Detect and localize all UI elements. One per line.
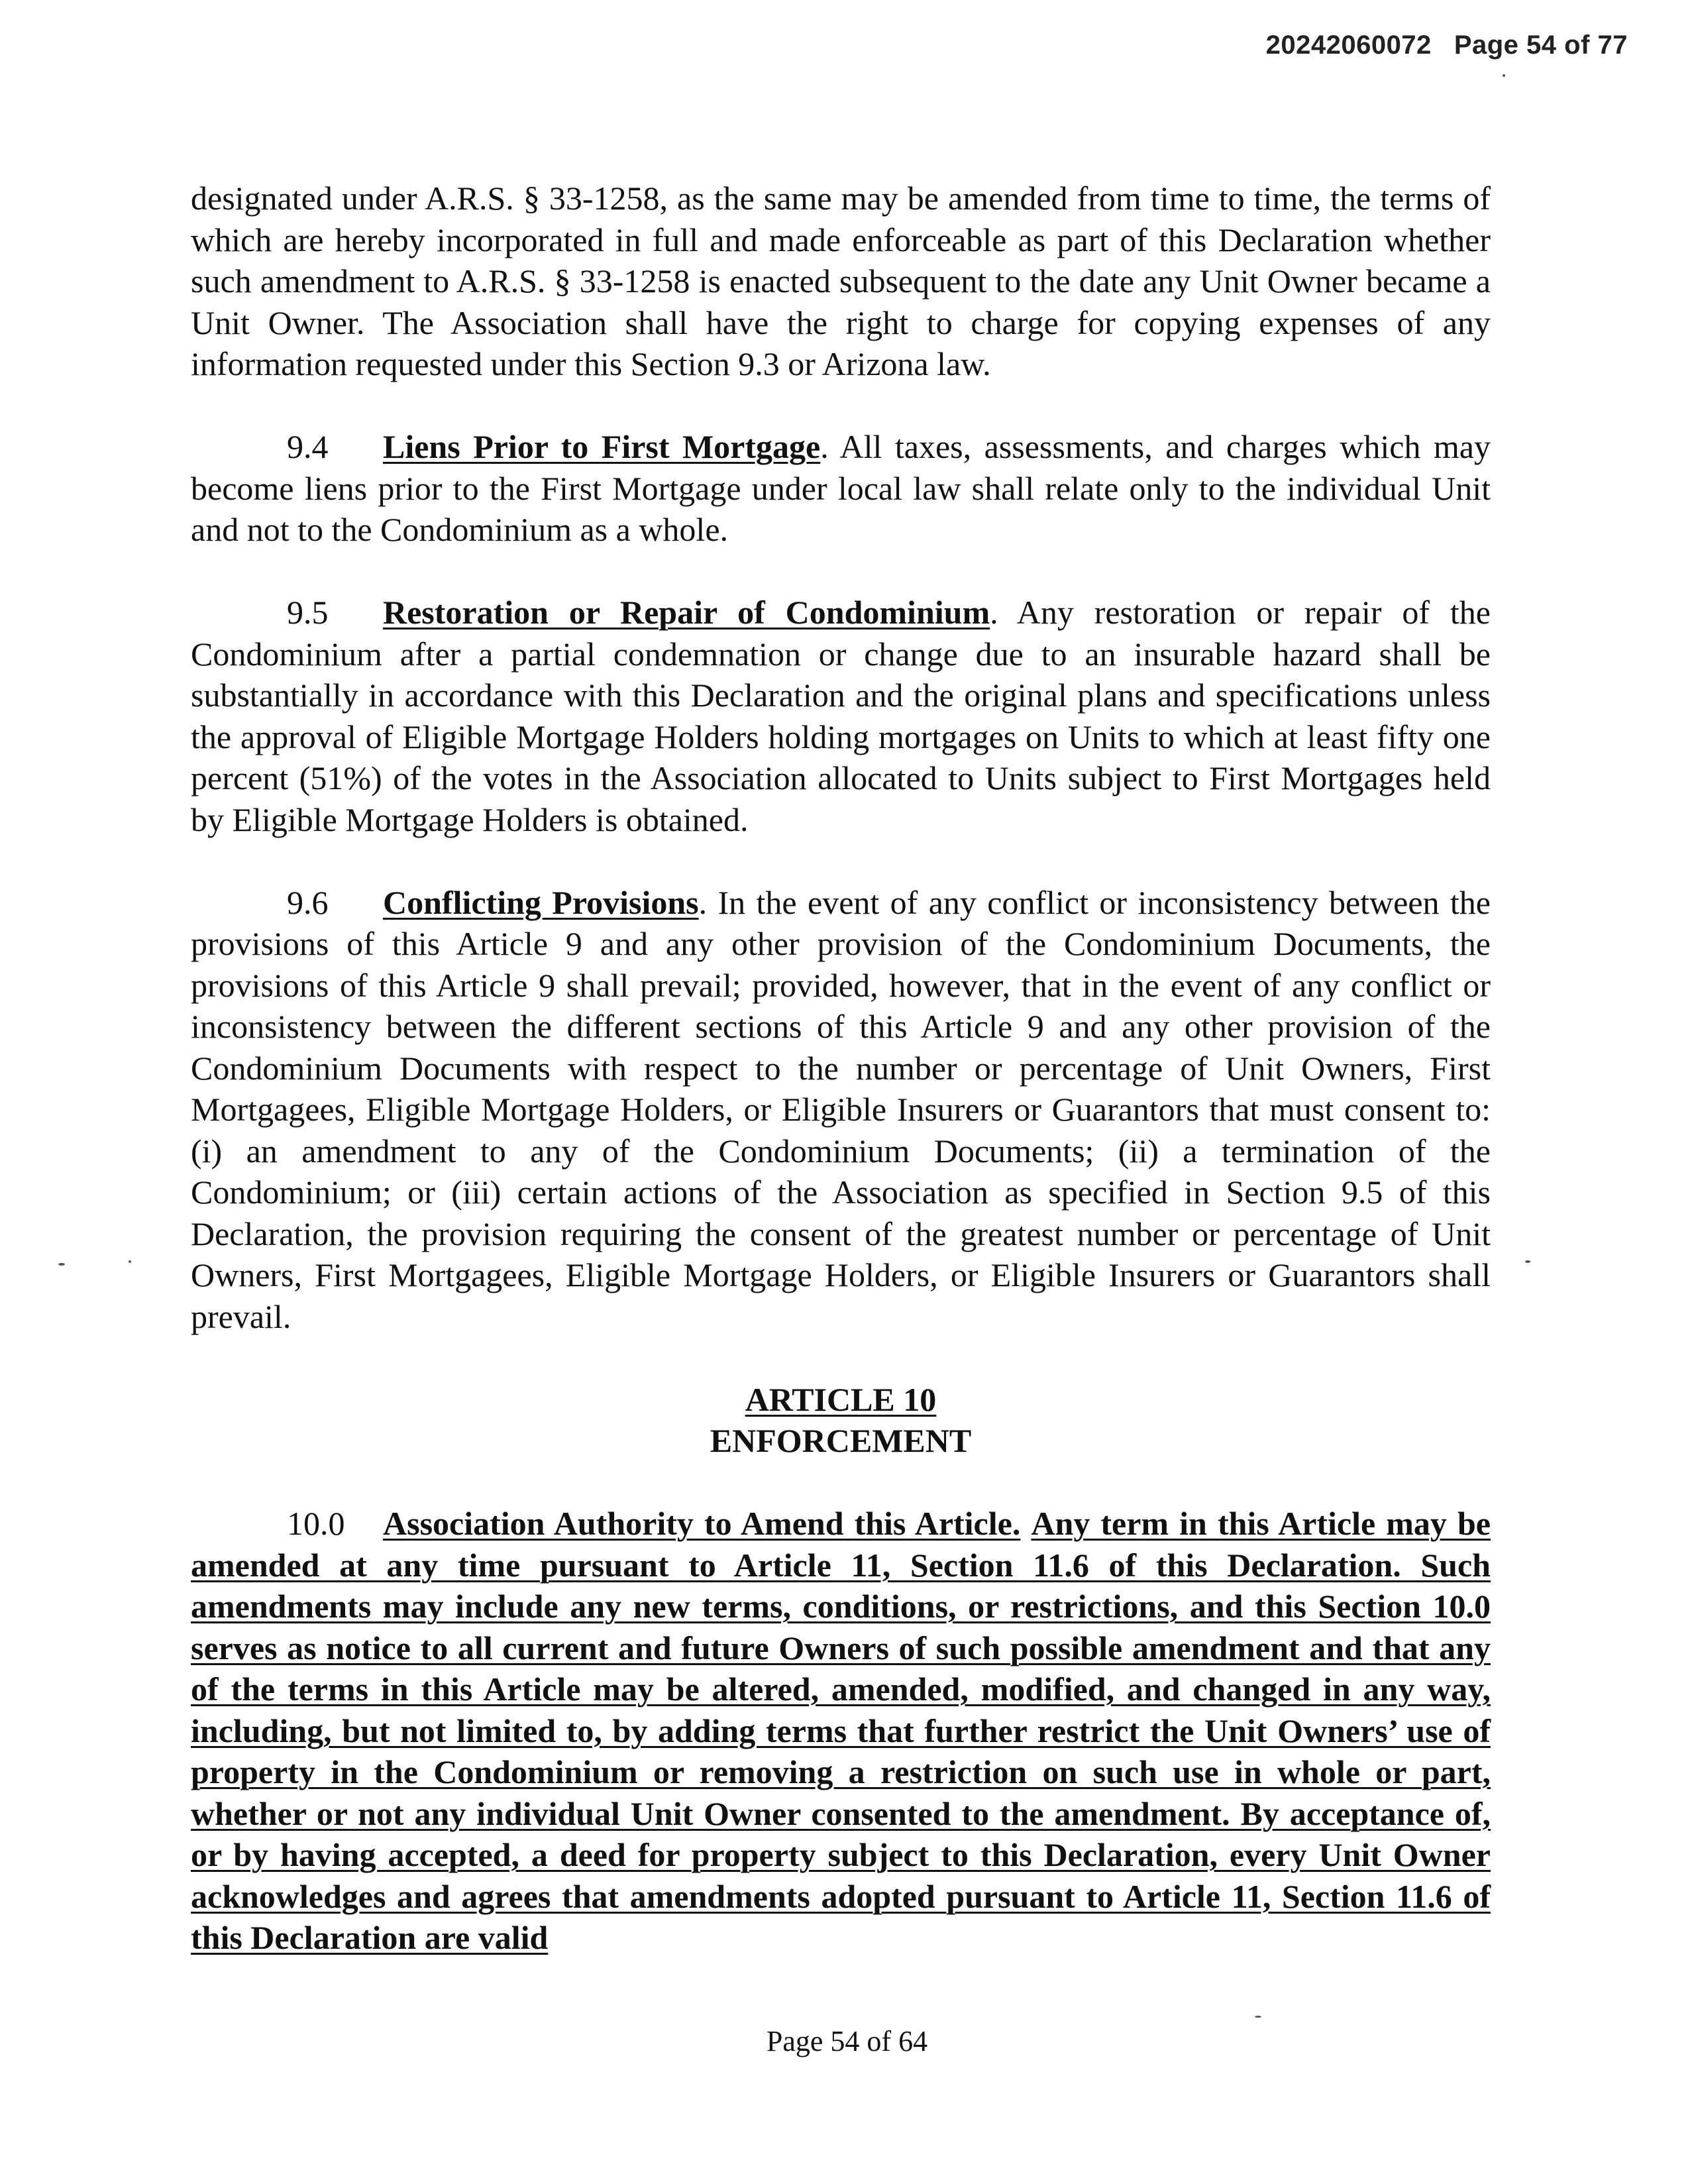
article-heading [191, 1379, 1491, 1462]
section-number: 10.0 [287, 1505, 345, 1542]
section-9-6 [191, 882, 1491, 1338]
document-number: 20242060072 [1265, 30, 1432, 60]
section-9-5 [191, 592, 1491, 840]
section-9-4 [191, 426, 1491, 551]
section-heading: Liens Prior to First Mortgage [383, 428, 821, 465]
scan-speck [1503, 74, 1505, 77]
section-text: Any term in this Article may be amended at any time pursuant to Article 11, Section 11.6 of this Declaration. Such amendments may include any new terms, conditions, or restrictions, and this Section 10.0 serves as notice to all current and future Owners of such possible amendment and that any of the terms in this Article may be altered, amended, modified, and changed in any way, including, but not limited to, by adding terms that further restrict the Unit Owners’ use of property in the Condominium or removing a restriction on such use in whole or part, whether or not any individual Unit Owner consented to the amendment. By acceptance of, or by having accepted, a deed for property subject to this Declaration, every Unit Owner acknowledges and agrees that amendments adopted pursuant to Article 11, Section 11.6 of this Declaration are valid [191, 1505, 1491, 1956]
scan-speck [58, 1263, 65, 1266]
section-number: 9.6 [287, 883, 329, 921]
section-text: . Any restoration or repair of the Condominium after a partial condemnation or change due to an insurable hazard shall be substantially in accordance with this Declaration and the original plans and specifications unless the approval of Eligible Mortgage Holders holding mortgages on Units to which at least fifty one percent (51%) of the votes in the Association allocated to Units subject to First Mortgages held by Eligible Mortgage Holders is obtained. [191, 594, 1491, 838]
document-body [191, 178, 1491, 2000]
scan-speck [129, 1260, 131, 1263]
section-text: . All taxes, assessments, and charges which may become liens prior to the First Mortgage under local law shall relate only to the individual Unit and not to the Condominium as a whole. [191, 428, 1491, 548]
section-text: . In the event of any conflict or inconsistency between the provisions of this Article 9 and any other provision of the Condominium Documents, the provisions of this Article 9 shall prevail; provided, however, that in the event of any conflict or inconsistency between the different sections of this Article 9 and any other provision of the Condominium Documents with respect to the number or percentage of Unit Owners, First Mortgagees, Eligible Mortgage Holders, or Eligible Insurers or Guarantors that must consent to: (i) an amendment to any of the Condominium Documents; (ii) a termination of the Condominium; or (iii) certain actions of the Association as specified in Section 9.5 of this Declaration, the provision requiring the consent of the greatest number or percentage of Unit Owners, First Mortgagees, Eligible Mortgage Holders, or Eligible Insurers or Guarantors shall prevail. [191, 883, 1491, 1335]
section-heading: Restoration or Repair of Condominium [383, 594, 990, 631]
intro-paragraph: designated under A.R.S. § 33-1258, as the same may be amended from time to time, the terms of which are hereby incorporated in full and made enforceable as part of this Declaration whether such amendment to A.R.S. § 33-1258 is enacted subsequent to the date any Unit Owner became a Unit Owner. The Association shall have the right to charge for copying expenses of any information requested under this Section 9.3 or Arizona law. [191, 180, 1491, 382]
section-number: 9.4 [287, 428, 329, 465]
scan-speck [1525, 1260, 1530, 1263]
article-subtitle: ENFORCEMENT [710, 1422, 972, 1459]
section-number: 9.5 [287, 594, 329, 631]
section-heading: Association Authority to Amend this Article. [383, 1505, 1021, 1542]
section-heading: Conflicting Provisions [383, 883, 699, 921]
recording-stamp [1266, 30, 1628, 60]
recorded-page-label: Page 54 of 77 [1454, 30, 1628, 60]
page-footer: Page 54 of 64 [766, 2025, 928, 2057]
article-title: ARTICLE 10 [745, 1380, 937, 1418]
scan-speck [1255, 2016, 1261, 2018]
section-10-0 [191, 1503, 1491, 1959]
